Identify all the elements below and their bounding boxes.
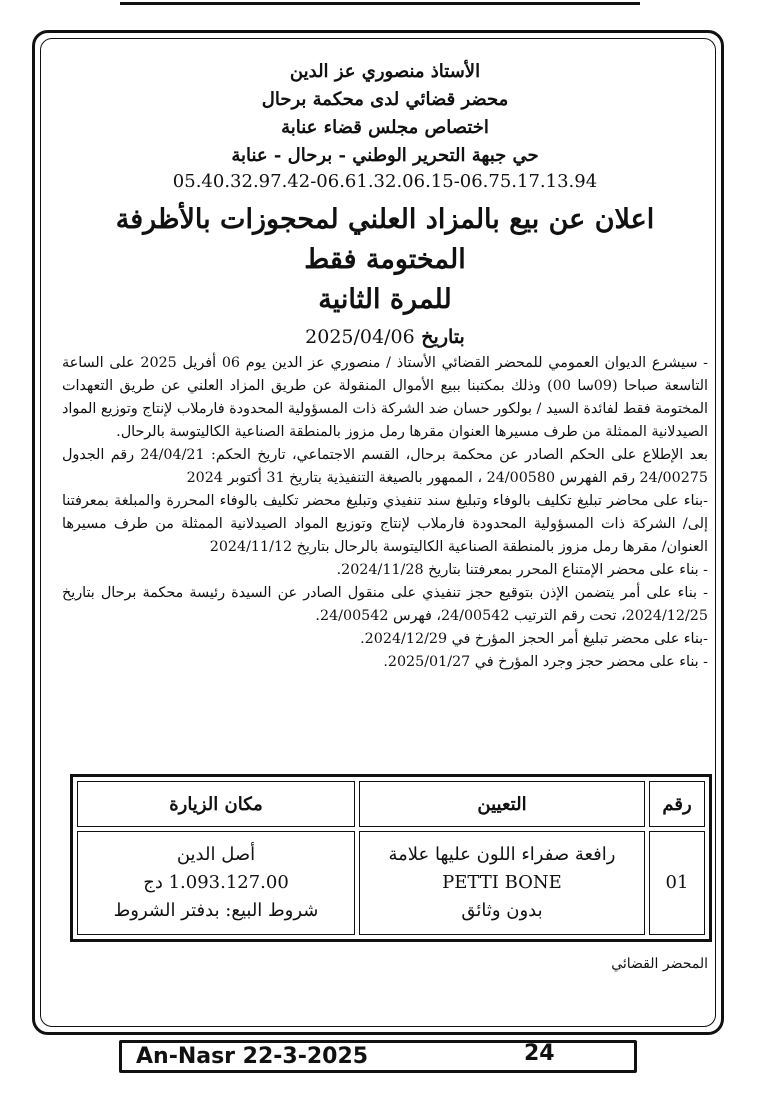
- bailiff-name: الأستاذ منصوري عز الدين: [289, 61, 481, 82]
- header-designation: التعيين: [359, 781, 645, 827]
- place-amount: 1.093.127.00 دج: [143, 872, 289, 893]
- paragraph-notifications: -بناء على محاضر تبليغ تكليف بالوفاء وتبليغ سند تنفيذي وتبليغ محضر تكليف بالوفاء المحررة والمبلغة بمعرفتنا إلى/ الشركة ذات المسؤولية المحدودة فارملاب لإنتاج وتوزيع المواد الصيدلانية الممثلة من طرف مسيرها العنوان/ مقرها رمل مزوز بالمنطقة الصناعية الكاليتوسة بالرحال بتاريخ 2024/11/12: [62, 493, 708, 555]
- header-num: رقم: [649, 781, 705, 827]
- sale-date-label: بتاريخ: [421, 326, 465, 348]
- place-line1: أصل الدين: [176, 844, 256, 865]
- row-place: [77, 831, 355, 935]
- table-header-row: [77, 781, 705, 827]
- designation-line3: بدون وثائق: [461, 900, 543, 921]
- paragraph-inventory: - بناء على محضر حجز وجرد المؤرخ في 2025/01/27.: [383, 654, 708, 670]
- paragraph-judgment: بعد الإطلاع على الحكم الصادر عن محكمة برحال، القسم الاجتماعي، تاريخ الحكم: 24/04/21 رقم الجدول 24/00275 رقم الفهرس 24/00580 ، الممهور بالصيغة التنفيذية بتاريخ 31 أكتوبر 2024: [62, 447, 708, 486]
- paragraph-announcement: - سيشرع الديوان العمومي للمحضر القضائي الأستاذ / منصوري عز الدين يوم 06 أفريل 2025 على الساعة التاسعة صباحا (09سا 00) وذلك بمكتبنا ببيع الأموال المنقولة عن طريق المزاد العلني عن طريق التعهدات المختومة فقط لفائدة السيد / بولكور حسان ضد الشركة ذات المسؤولية المحدودة فارملاب لإنتاج وتوزيع المواد الصيدلانية الممثلة من طرف مسيرها العنوان مقرها رمل مزوز بالمنطقة الصناعية الكاليتوسة بالرحال.: [62, 355, 708, 440]
- paragraph-seizure-order: - بناء على أمر يتضمن الإذن بتوقيع حجز تنفيذي على منقول الصادر عن السيدة رئيسة محكمة برحال بتاريخ 2024/12/25، تحت رقم الترتيب 24/00542، فهرس 24/00542.: [62, 585, 708, 624]
- header-place: مكان الزيارة: [77, 781, 355, 827]
- place-conditions: شروط البيع: بدفتر الشروط: [113, 900, 319, 921]
- sale-date: [62, 324, 708, 350]
- jurisdiction: اختصاص مجلس قضاء عنابة: [281, 117, 489, 138]
- notice-content: [62, 58, 708, 674]
- row-num: 01: [649, 831, 705, 935]
- designation-brand: PETTI BONE: [442, 872, 562, 893]
- sale-date-value: 2025/04/06: [305, 326, 415, 348]
- notice-title-line2: للمرة الثانية: [318, 284, 452, 315]
- notice-title: [62, 200, 708, 320]
- top-rule: [120, 2, 640, 5]
- office-address: حي جبهة التحرير الوطني - برحال - عنابة: [231, 145, 539, 166]
- footer-publication: An-Nasr 22-3-2025: [136, 1044, 369, 1069]
- signer-label: المحضر القضائي: [611, 956, 708, 972]
- notice-title-line1: اعلان عن بيع بالمزاد العلني لمحجوزات بالأظرفة المختومة فقط: [115, 204, 655, 275]
- bailiff-title: محضر قضائي لدى محكمة برحال: [261, 89, 509, 110]
- paragraph-order-notification: -بناء على محضر تبليغ أمر الحجز المؤرخ في 2024/12/29.: [360, 631, 708, 647]
- footer-page-number: 24: [524, 1041, 555, 1066]
- phone-numbers: 05.40.32.97.42-06.61.32.06.15-06.75.17.13.94: [172, 171, 598, 192]
- row-designation: [359, 831, 645, 935]
- designation-line1: رافعة صفراء اللون عليها علامة: [388, 844, 616, 865]
- table-row: [77, 831, 705, 935]
- paragraph-refusal: - بناء على محضر الإمتناع المحرر بمعرفتنا بتاريخ 2024/11/28.: [336, 562, 708, 578]
- items-table: [70, 774, 712, 942]
